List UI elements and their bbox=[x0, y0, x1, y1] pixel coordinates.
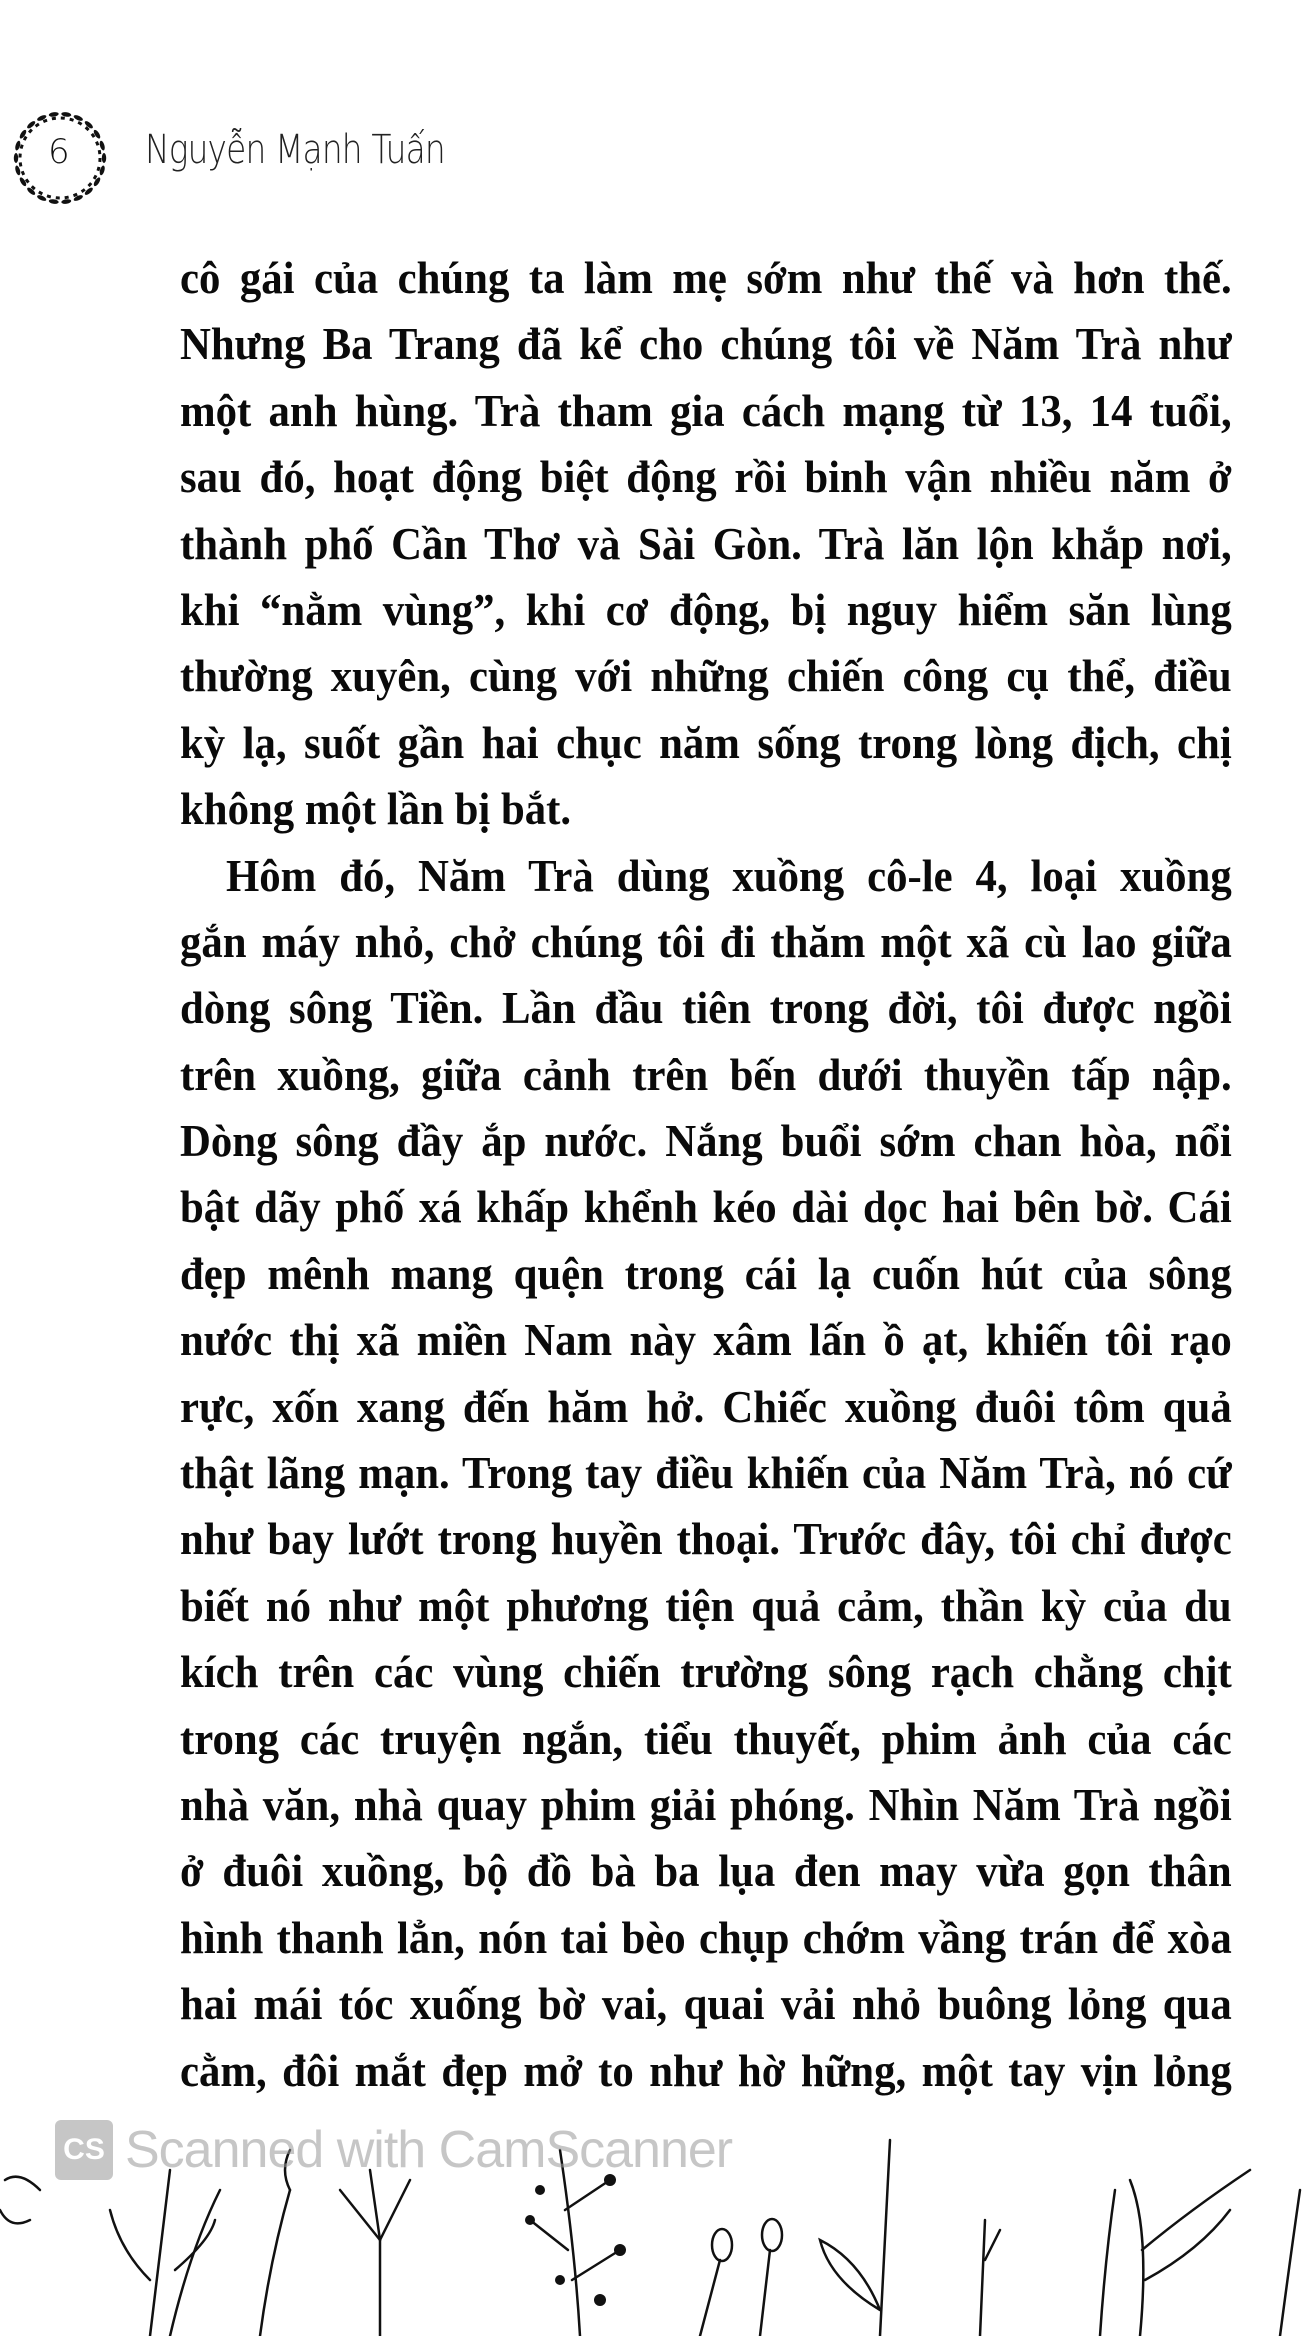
text-line bbox=[180, 1778, 1232, 1844]
text-line bbox=[180, 1048, 1232, 1114]
text-line-content: trên xuồng, giữa cảnh trên bến dưới thuyền tấp nập. bbox=[180, 1048, 1232, 1100]
text-line bbox=[180, 2044, 1232, 2110]
watermark-text: Scanned with CamScanner bbox=[125, 2121, 733, 2179]
text-line bbox=[180, 450, 1232, 516]
text-line-content: thành phố Cần Thơ và Sài Gòn. Trà lăn lộn khắp nơi, bbox=[180, 517, 1232, 569]
text-line-content: hai mái tóc xuống bờ vai, quai vải nhỏ buông lỏng qua bbox=[180, 1978, 1232, 2030]
text-line-content: biết nó như một phương tiện quả cảm, thần kỳ của du bbox=[180, 1579, 1232, 1631]
text-line bbox=[180, 1313, 1232, 1379]
text-line bbox=[180, 317, 1232, 383]
page-number: 6 bbox=[48, 132, 70, 172]
text-line-content: không một lần bị bắt. bbox=[180, 783, 572, 835]
text-line bbox=[180, 1114, 1232, 1180]
text-line-content: kỳ lạ, suốt gần hai chục năm sống trong lòng địch, chị bbox=[180, 716, 1232, 768]
text-line bbox=[180, 1512, 1232, 1578]
text-line-content: bật dãy phố xá khấp khểnh kéo dài dọc hai bên bờ. Cái bbox=[180, 1181, 1232, 1233]
camscanner-logo-icon: CS bbox=[55, 2120, 113, 2180]
text-line-content: dòng sông Tiền. Lần đầu tiên trong đời, tôi được ngồi bbox=[180, 982, 1232, 1034]
text-line-content: kích trên các vùng chiến trường sông rạch chằng chịt bbox=[180, 1646, 1232, 1698]
text-line-content: nước thị xã miền Nam này xâm lấn ồ ạt, khiến tôi rạo bbox=[180, 1314, 1232, 1366]
text-line-content: thật lãng mạn. Trong tay điều khiến của Năm Trà, nó cứ bbox=[180, 1447, 1232, 1499]
text-line-content: thường xuyên, cùng với những chiến công cụ thể, điều bbox=[180, 650, 1232, 702]
text-line-content: Nhưng Ba Trang đã kể cho chúng tôi về Năm Trà như bbox=[180, 318, 1232, 370]
text-line bbox=[180, 1579, 1232, 1645]
text-line bbox=[180, 782, 1232, 848]
text-line-content: hình thanh lẳn, nón tai bèo chụp chớm vầng trán để xòa bbox=[180, 1911, 1232, 1963]
text-line-content: ở đuôi xuồng, bộ đồ bà ba lụa đen may vừa gọn thân bbox=[180, 1845, 1232, 1897]
text-line bbox=[180, 716, 1232, 782]
camscanner-watermark bbox=[55, 2120, 732, 2180]
text-line bbox=[180, 849, 1232, 915]
text-line bbox=[180, 981, 1232, 1047]
text-line-content: rực, xốn xang đến hăm hở. Chiếc xuồng đuôi tôm quả bbox=[180, 1380, 1232, 1432]
text-line-content: gắn máy nhỏ, chở chúng tôi đi thăm một xã cù lao giữa bbox=[180, 915, 1232, 967]
text-line bbox=[180, 1180, 1232, 1246]
text-line bbox=[180, 251, 1232, 317]
text-line bbox=[180, 1446, 1232, 1512]
text-line bbox=[180, 1645, 1232, 1711]
text-line-content: một anh hùng. Trà tham gia cách mạng từ 13, 14 tuổi, bbox=[180, 384, 1232, 436]
running-header-author: Nguyễn Mạnh Tuấn bbox=[145, 127, 445, 173]
text-line bbox=[180, 1712, 1232, 1778]
text-line bbox=[180, 583, 1232, 649]
text-line-content: đẹp mênh mang quện trong cái lạ cuốn hút của sông bbox=[180, 1247, 1232, 1299]
text-line-content: trong các truyện ngắn, tiểu thuyết, phim ảnh của các bbox=[180, 1712, 1232, 1764]
text-line bbox=[180, 1247, 1232, 1313]
text-line bbox=[180, 1844, 1232, 1910]
text-line bbox=[180, 1911, 1232, 1977]
text-line bbox=[180, 1977, 1232, 2043]
text-line bbox=[180, 915, 1232, 981]
text-line bbox=[180, 517, 1232, 583]
text-line bbox=[180, 1380, 1232, 1446]
body-text bbox=[180, 251, 1232, 2110]
text-line-content: khi “nằm vùng”, khi cơ động, bị nguy hiểm săn lùng bbox=[180, 583, 1232, 635]
text-line-content: cô gái của chúng ta làm mẹ sớm như thế và hơn thế. bbox=[180, 252, 1232, 303]
text-line-content: nhà văn, nhà quay phim giải phóng. Nhìn Năm Trà ngồi bbox=[180, 1778, 1232, 1830]
text-line-content: Dòng sông đầy ắp nước. Nắng buổi sớm chan hòa, nổi bbox=[180, 1115, 1232, 1167]
text-line bbox=[180, 649, 1232, 715]
text-line-content: sau đó, hoạt động biệt động rồi binh vận nhiều năm ở bbox=[180, 451, 1232, 503]
text-line-content: cằm, đôi mắt đẹp mở to như hờ hững, một tay vịn lỏng bbox=[180, 2044, 1232, 2096]
text-line bbox=[180, 384, 1232, 450]
text-line-content: Hôm đó, Năm Trà dùng xuồng cô-le 4, loại xuồng bbox=[226, 849, 1232, 901]
text-line-content: như bay lướt trong huyền thoại. Trước đây, tôi chỉ được bbox=[180, 1513, 1232, 1565]
